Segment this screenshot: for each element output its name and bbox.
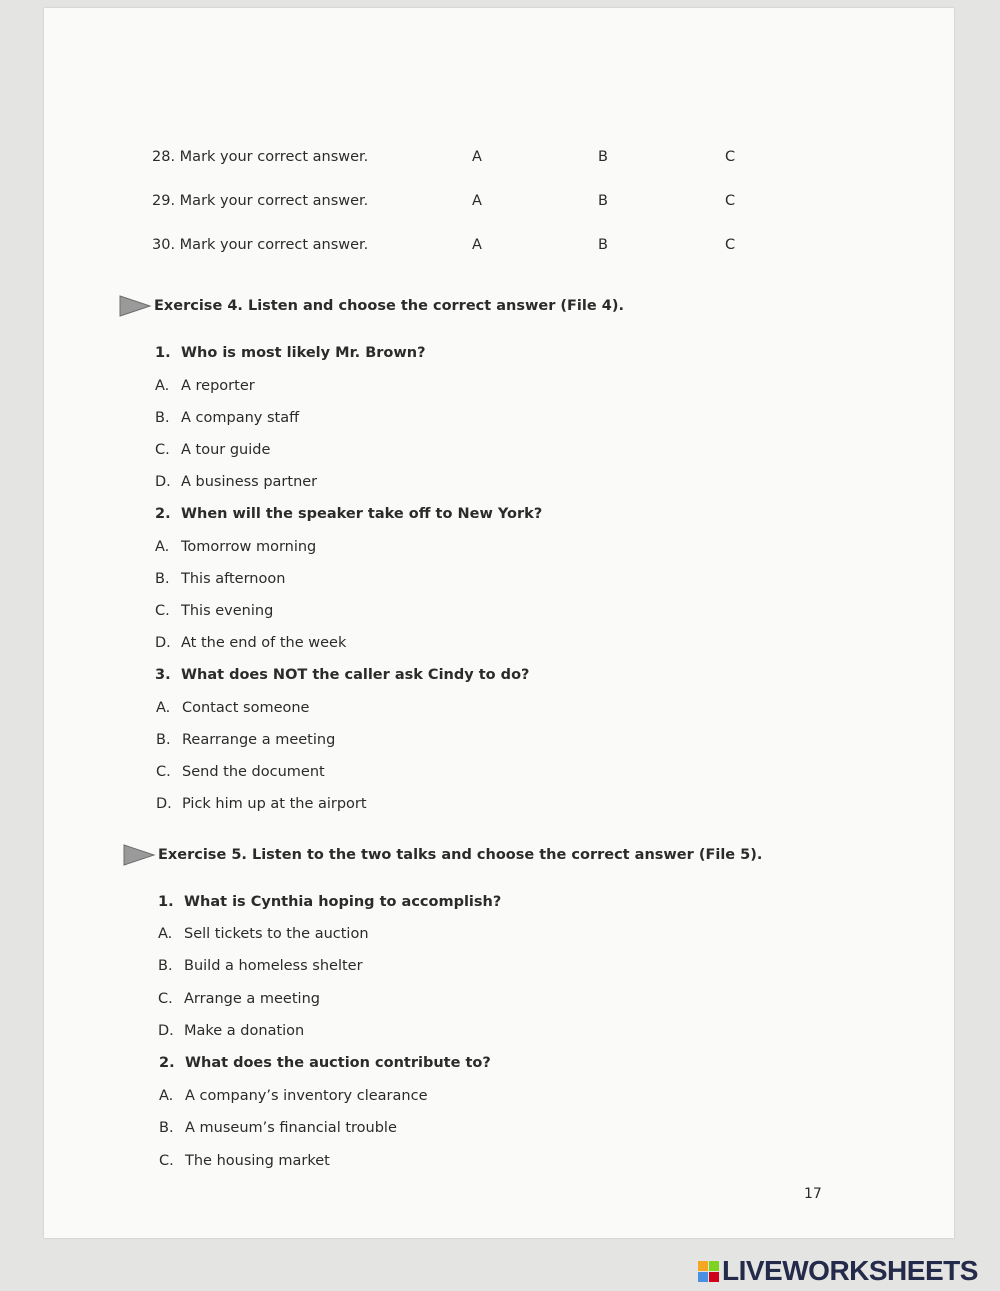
option-b[interactable]: B: [598, 237, 608, 253]
answer-option[interactable]: A. A company’s inventory clearance: [159, 1088, 428, 1104]
logo-square: [698, 1272, 708, 1282]
logo-grid-icon: [698, 1261, 719, 1282]
mark-row-30: [152, 237, 736, 253]
question-text: When will the speaker take off to New York?: [181, 506, 543, 522]
option-c[interactable]: C: [725, 149, 736, 165]
answer-option[interactable]: A. Contact someone: [156, 700, 310, 716]
exercise-title: Exercise 5. Listen to the two talks and choose the correct answer (File 5).: [158, 847, 763, 863]
brand-name: LIVEWORKSHEETS: [722, 1255, 978, 1286]
question-e5-2: 2. What does the auction contribute to?: [159, 1055, 491, 1071]
answer-option[interactable]: A. Sell tickets to the auction: [158, 926, 369, 942]
answer-option[interactable]: B. Rearrange a meeting: [156, 732, 336, 748]
answer-option[interactable]: C. A tour guide: [155, 442, 271, 458]
answer-option[interactable]: A. Tomorrow morning: [155, 539, 317, 555]
liveworksheets-logo[interactable]: [698, 1255, 978, 1287]
answer-option[interactable]: C. This evening: [155, 603, 274, 619]
option-c[interactable]: C: [725, 237, 736, 253]
answer-option[interactable]: A. A reporter: [155, 378, 255, 394]
question-e4-2: 2. When will the speaker take off to New York?: [155, 506, 543, 522]
option-b[interactable]: B: [598, 193, 608, 209]
exercise-5-heading: [122, 844, 762, 866]
exercise-4-heading: [118, 295, 624, 317]
mark-row-label: 29. Mark your correct answer.: [152, 193, 369, 209]
option-a[interactable]: A: [472, 237, 482, 253]
question-e4-1: 1. Who is most likely Mr. Brown?: [155, 345, 426, 361]
answer-option[interactable]: C. Send the document: [156, 764, 325, 780]
logo-square: [709, 1261, 719, 1271]
logo-square: [698, 1261, 708, 1271]
mark-row-29: [152, 193, 736, 209]
option-b[interactable]: B: [598, 149, 608, 165]
mark-row-28: [152, 149, 736, 165]
arrow-bullet-icon: [118, 295, 152, 317]
question-text: Who is most likely Mr. Brown?: [181, 345, 426, 361]
answer-option[interactable]: B. This afternoon: [155, 571, 286, 587]
arrow-bullet-icon: [122, 844, 156, 866]
page-number: 17: [804, 1186, 822, 1202]
mark-row-label: 30. Mark your correct answer.: [152, 237, 369, 253]
answer-option[interactable]: C. Arrange a meeting: [158, 991, 320, 1007]
option-a[interactable]: A: [472, 149, 482, 165]
question-text: What does NOT the caller ask Cindy to do?: [181, 667, 530, 683]
question-text: What is Cynthia hoping to accomplish?: [184, 894, 502, 910]
answer-option[interactable]: D. A business partner: [155, 474, 318, 490]
option-a[interactable]: A: [472, 193, 482, 209]
logo-square: [709, 1272, 719, 1282]
answer-option[interactable]: C. The housing market: [159, 1153, 330, 1169]
answer-option[interactable]: B. A museum’s financial trouble: [159, 1120, 397, 1136]
question-text: What does the auction contribute to?: [185, 1055, 491, 1071]
answer-option[interactable]: B. Build a homeless shelter: [158, 958, 363, 974]
question-e5-1: 1. What is Cynthia hoping to accomplish?: [158, 894, 502, 910]
answer-option[interactable]: B. A company staff: [155, 410, 300, 426]
answer-option[interactable]: D. Pick him up at the airport: [156, 796, 367, 812]
answer-option[interactable]: D. At the end of the week: [155, 635, 347, 651]
option-c[interactable]: C: [725, 193, 736, 209]
answer-option[interactable]: D. Make a donation: [158, 1023, 305, 1039]
exercise-title: Exercise 4. Listen and choose the correct answer (File 4).: [154, 298, 624, 314]
mark-row-label: 28. Mark your correct answer.: [152, 149, 369, 165]
question-e4-3: 3. What does NOT the caller ask Cindy to do?: [155, 667, 530, 683]
